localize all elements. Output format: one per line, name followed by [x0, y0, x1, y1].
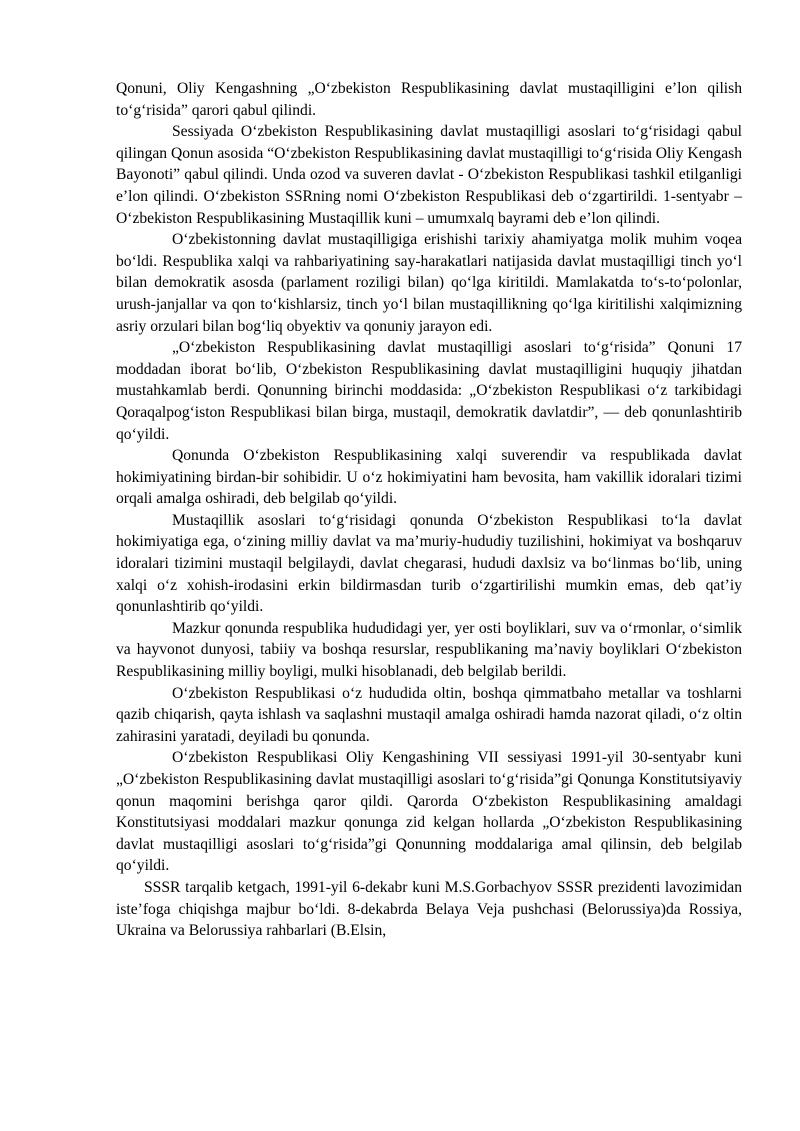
paragraph-state-authority: Mustaqillik asoslari to‘g‘risidagi qonunda O‘zbekiston Respublikasi to‘la davlat hokimiyatiga ega, o‘zining milliy davlat va ma’muriy-hududiy tuzilishini, hokimiyat va boshqaruv idoralari tizimini mustaqil belgilaydi, davlat chegarasi, hududi daxlsiz va bo‘linmas bo‘lib, uning xalqi o‘z xohish-irodasini erkin bildirmasdan turib o‘zgartirilishi mumkin emas, deb qat’iy qonunlashtirib qo‘yildi.: [116, 511, 742, 616]
paragraph-session-declaration: Sessiyada O‘zbekiston Respublikasining davlat mustaqilligi asoslari to‘g‘risidagi qabul qilingan Qonun asosida “O‘zbekiston Respublikasining davlat mustaqilligi to‘g‘risida Oliy Kengash Bayonoti” qabul qilindi. Unda ozod va suveren davlat - O‘zbekiston Respublikasi tashkil etilganligi e’lon qilindi. O‘zbekiston SSRning nomi O‘zbekiston Respublikasi deb o‘zgartirildi. 1-sentyabr – O‘zbekiston Respublikasining Mustaqillik kuni – umumxalq bayrami deb e’lon qilindi.: [116, 123, 742, 227]
paragraph-national-wealth: Mazkur qonunda respublika hududidagi yer, yer osti boyliklari, suv va o‘rmonlar, o‘simlik va hayvonot dunyosi, tabiiy va boshqa resurslar, respublikaning ma’naviy boyliklari O‘zbekiston Respublikasining milliy boyligi, mulki hisoblanadi, deb belgilab berildi.: [116, 619, 742, 681]
paragraph-gold-reserves: O‘zbekiston Respublikasi o‘z hududida oltin, boshqa qimmatbaho metallar va toshlarni qazib chiqarish, qayta ishlash va saqlashni mustaqil amalga oshiradi hamda nazorat qiladi, o‘z oltin zahirasini yaratadi, deyiladi bu qonunda.: [116, 684, 742, 745]
paragraph-ussr-dissolution: SSSR tarqalib ketgach, 1991-yil 6-dekabr kuni M.S.Gorbachyov SSSR prezidenti lavozimidan iste’foga chiqishga majbur bo‘ldi. 8-dekabrda Belaya Veja pushchasi (Belorussiya)da Rossiya, Ukraina va Belorussiya rahbarlari (B.Elsin,: [116, 878, 742, 940]
paragraph-independence-significance: O‘zbekistonning davlat mustaqilligiga erishishi tarixiy ahamiyatga molik muhim voqea bo‘ldi. Respublika xalqi va rahbariyatining say-harakatlari natijasida davlat mustaqilligi tinch yo‘l bilan demokratik asosda (parlament roziligi bilan) qo‘lga kiritildi. Mamlakatda to‘s-to‘polonlar, urush-janjallar va qon to‘kishlarsiz, tinch yo‘l bilan mustaqillikning qo‘lga kiritilishi xalqimizning asriy orzulari bilan bog‘liq obyektiv va qonuniy jarayon edi.: [116, 231, 742, 335]
paragraph-law-17-articles: „O‘zbekiston Respublikasining davlat mustaqilligi asoslari to‘g‘risida” Qonuni 17 moddadan iborat bo‘lib, O‘zbekiston Respublikasining davlat mustaqilligini huquqiy jihatdan mustahkamlab berdi. Qonunning birinchi moddasida: „O‘zbekiston Respublikasi o‘z tarkibidagi Qoraqalpog‘iston Respublikasi bilan birga, mustaqil, demokratik davlatdir”, — deb qonunlashtirib qo‘yildi.: [116, 339, 742, 443]
paragraph-people-sovereignty: Qonunda O‘zbekiston Respublikasining xalqi suverendir va respublikada davlat hokimiyatining birdan-bir sohibidir. U o‘z hokimiyatini ham bevosita, ham vakillik idoralari tizimi orqali amalga oshiradi, deb belgilab qo‘yildi.: [116, 447, 742, 508]
document-page: [116, 78, 742, 942]
paragraph-continuation: Qonuni, Oliy Kengashning „O‘zbekiston Respublikasining davlat mustaqilligini e’lon qilish to‘g‘risida” qarori qabul qilindi.: [116, 80, 742, 119]
paragraph-constitutional-status: O‘zbekiston Respublikasi Oliy Kengashining VII sessiyasi 1991-yil 30-sentyabr kuni „O‘zbekiston Respublikasining davlat mustaqilligi asoslari to‘g‘risida”gi Qonunga Konstitutsiyaviy qonun maqomini berishga qaror qildi. Qarorda O‘zbekiston Respublikasining amaldagi Konstitutsiyasi moddalari mazkur qonunga zid kelgan hollarda „O‘zbekiston Respublikasining davlat mustaqilligi asoslari to‘g‘risida”gi Qonunning moddalariga amal qilinsin, deb belgilab qo‘yildi.: [116, 749, 742, 875]
